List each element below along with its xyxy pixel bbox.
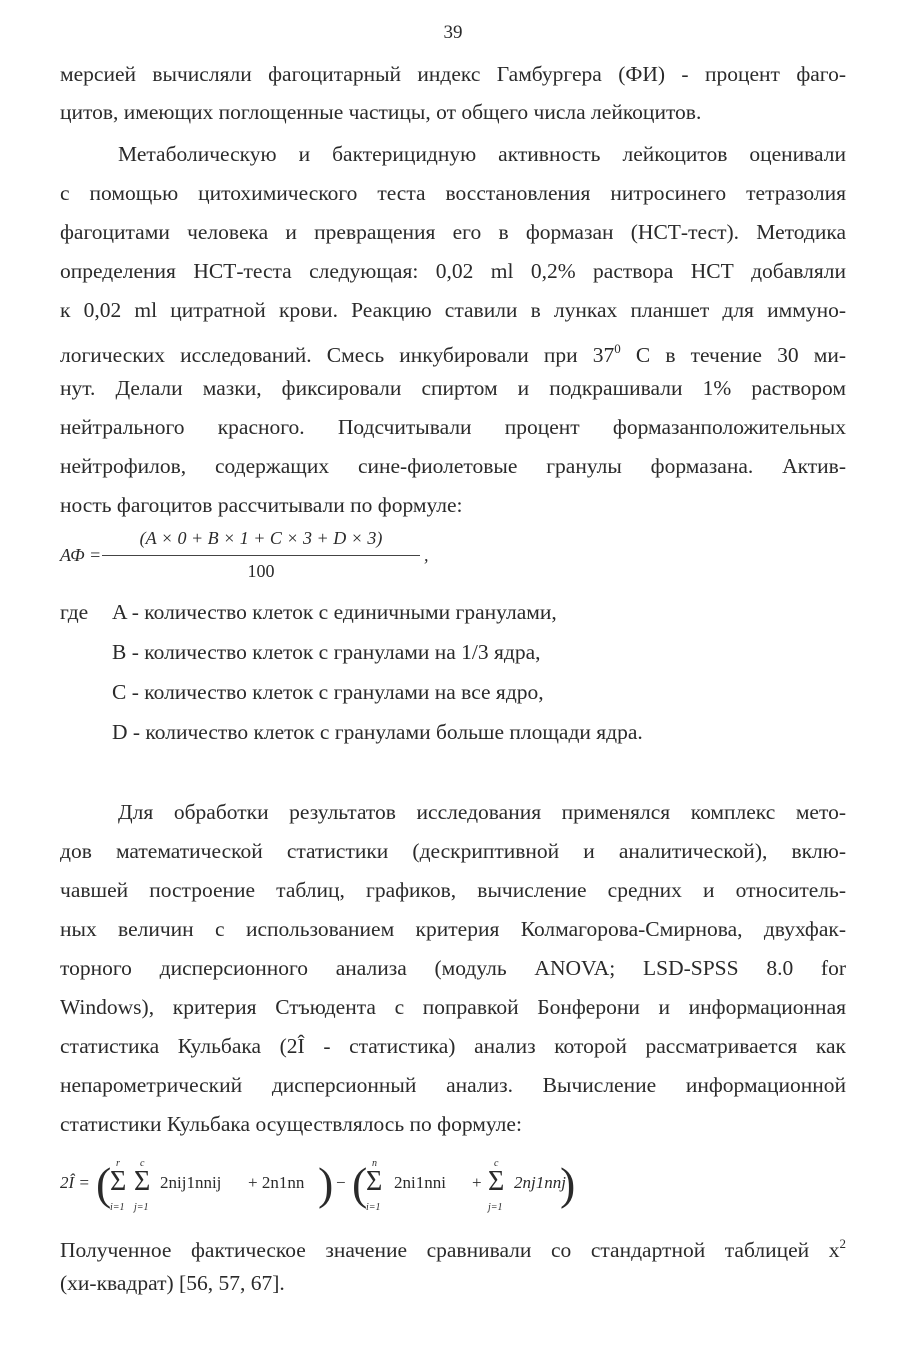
sum-limit: n xyxy=(372,1158,377,1169)
text-line: нейтрального красного. Подсчитывали процент формазанположительных xyxy=(60,415,846,439)
formula-denominator: 100 xyxy=(247,561,275,581)
formula-plus: + xyxy=(472,1173,482,1192)
sum-limit: j=1 xyxy=(488,1202,503,1213)
sum-limit: i=1 xyxy=(366,1202,381,1213)
formula-comma: , xyxy=(424,545,429,565)
page-number: 39 xyxy=(443,22,463,43)
text-line: к 0,02 ml цитратной крови. Реакцию ставили в лунках планшет для иммуно- xyxy=(60,298,846,322)
text-line: торного дисперсионного анализа (модуль ANOVA; LSD-SPSS 8.0 for xyxy=(60,956,846,980)
legend-item: C - количество клеток с гранулами на все ядро, xyxy=(112,680,544,704)
formula-lhs: АФ = xyxy=(60,545,102,565)
text-fragment: С в течение 30 ми- xyxy=(620,343,846,367)
superscript: 2 xyxy=(839,1236,846,1251)
text-line: чавшей построение таблиц, графиков, вычисление средних и относитель- xyxy=(60,878,846,902)
formula-term: 2nij1nnij xyxy=(160,1173,222,1192)
sum-sign: Σ xyxy=(488,1166,505,1197)
sum-limit: i=1 xyxy=(110,1202,125,1213)
text-line: определения НСТ-теста следующая: 0,02 ml 0,2% раствора НСТ добавляли xyxy=(60,259,846,283)
text-line: с помощью цитохимического теста восстановления нитросинего тетразолия xyxy=(60,181,846,205)
activity-formula xyxy=(60,528,460,588)
text-line: мерсией вычисляли фагоцитарный индекс Гамбургера (ФИ) - процент фаго- xyxy=(60,62,846,86)
text-line: фагоцитами человека и превращения его в формазан (НСТ-тест). Методика xyxy=(60,220,846,244)
formula-minus: − xyxy=(336,1173,346,1192)
kullback-formula xyxy=(60,1158,580,1218)
paren-right: ) xyxy=(318,1158,334,1209)
text-line: Для обработки результатов исследования применялся комплекс мето- xyxy=(118,800,846,824)
sum-limit: r xyxy=(116,1158,120,1169)
text-line: ность фагоцитов рассчитывали по формуле: xyxy=(60,493,463,517)
paren-left: ( xyxy=(96,1158,112,1209)
legend-where: где xyxy=(60,600,89,624)
sum-limit: c xyxy=(494,1158,499,1169)
text-line: дов математической статистики (дескриптивной и аналитической), вклю- xyxy=(60,839,846,863)
text-line: Метаболическую и бактерицидную активность лейкоцитов оценивали xyxy=(118,142,846,166)
formula-lhs: 2Î = xyxy=(60,1173,90,1192)
sum-sign: Σ xyxy=(366,1166,383,1197)
text-line: Windows), критерия Стъюдента с поправкой Бонферони и информационная xyxy=(60,995,846,1019)
superscript: 0 xyxy=(614,341,621,356)
formula-term: 2ni1nni xyxy=(394,1173,446,1192)
formula-term: + 2n1nn xyxy=(248,1173,305,1192)
legend-item: A - количество клеток с единичными гранулами, xyxy=(112,600,557,624)
legend-item: D - количество клеток с гранулами больше площади ядра. xyxy=(112,720,643,744)
paren-left: ( xyxy=(352,1158,368,1209)
text-line: статистики Кульбака осуществлялось по формуле: xyxy=(60,1112,522,1136)
sum-sign: Σ xyxy=(110,1166,127,1197)
text-fragment: логических исследований. Смесь инкубировали при 37 xyxy=(60,343,615,367)
text-line: статистика Кульбака (2Î - статистика) анализ которой рассматривается как xyxy=(60,1034,846,1058)
text-line: (хи-квадрат) [56, 57, 67]. xyxy=(60,1271,285,1295)
text-line: цитов, имеющих поглощенные частицы, от общего числа лейкоцитов. xyxy=(60,100,702,124)
paren-right: ) xyxy=(560,1158,576,1209)
text-line: непарометрический дисперсионный анализ. Вычисление информационной xyxy=(60,1073,846,1097)
text-line xyxy=(60,337,846,367)
formula-term: 2nj1nnj xyxy=(514,1173,566,1192)
formula-numerator: (A × 0 + B × 1 + C × 3 + D × 3) xyxy=(139,528,383,548)
text-fragment: Полученное фактическое значение сравнивали со стандартной таблицей x xyxy=(60,1238,840,1262)
text-line: нут. Делали мазки, фиксировали спиртом и подкрашивали 1% раствором xyxy=(60,376,846,400)
sum-limit: c xyxy=(140,1158,145,1169)
text-line: нейтрофилов, содержащих сине-фиолетовые гранулы формазана. Актив- xyxy=(60,454,846,478)
legend-item: B - количество клеток с гранулами на 1/3 ядра, xyxy=(112,640,541,664)
fraction-bar xyxy=(102,555,420,556)
sum-limit: j=1 xyxy=(134,1202,149,1213)
sum-sign: Σ xyxy=(134,1166,151,1197)
text-line xyxy=(60,1232,846,1262)
text-line: ных величин с использованием критерия Колмагорова-Смирнова, двухфак- xyxy=(60,917,846,941)
